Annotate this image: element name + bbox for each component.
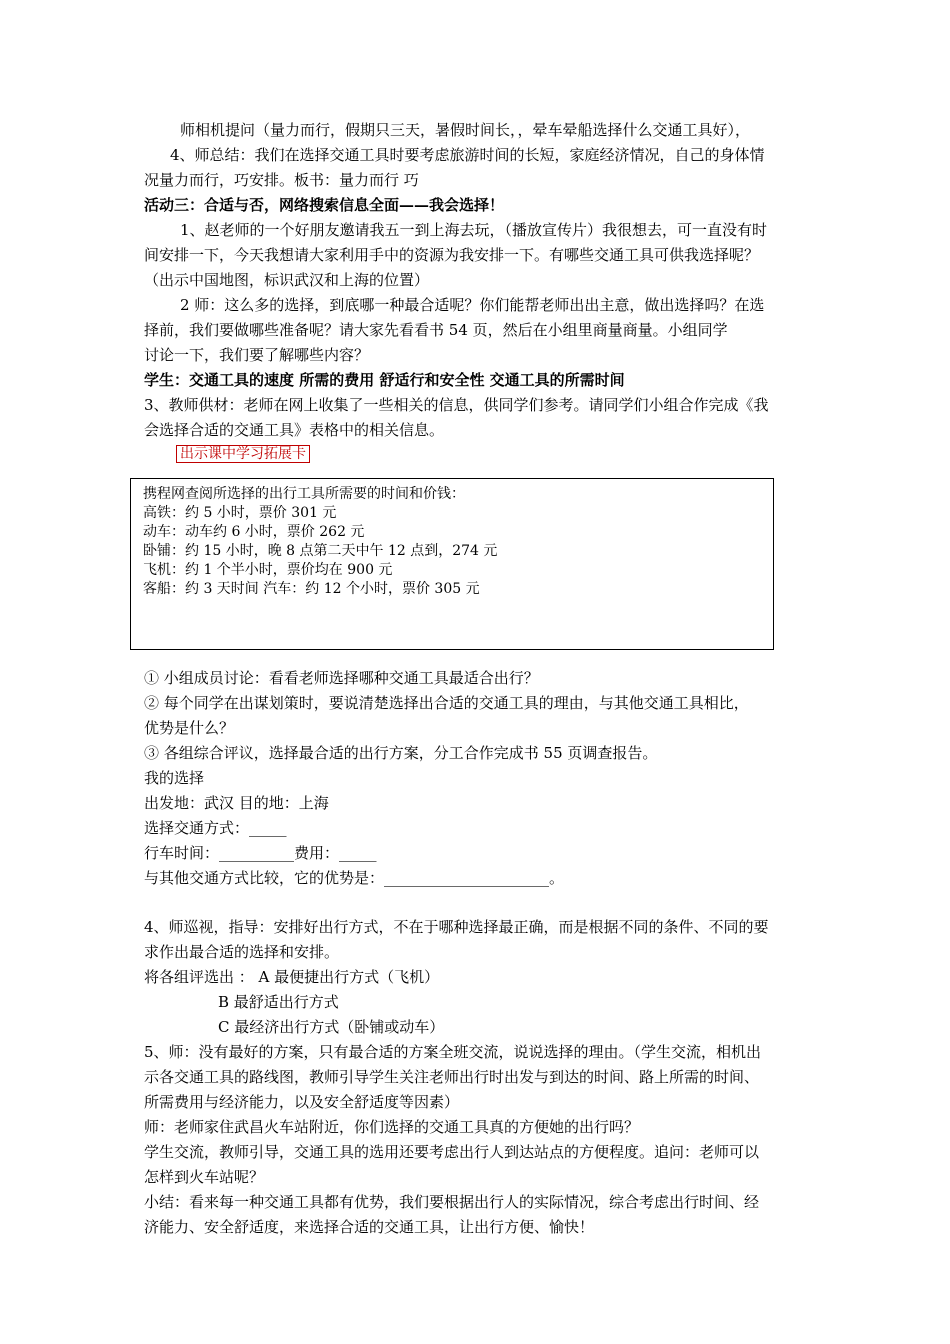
text-line: B 最舒适出行方式 bbox=[218, 993, 339, 1011]
text-line: 1、赵老师的一个好朋友邀请我五一到上海去玩，（播放宣传片）我很想去，可一直没有时 bbox=[180, 221, 768, 239]
text-line: 学生交流，教师引导，交通工具的选用还要考虑出行人到达站点的方便程度。追问：老师可以 bbox=[144, 1143, 760, 1161]
text-line: 所需费用与经济能力，以及安全舒适度等因素） bbox=[144, 1093, 460, 1111]
text-line: 3、教师供材：老师在网上收集了一些相关的信息，供同学们参考。请同学们小组合作完成《我 bbox=[144, 396, 769, 414]
text-line: （出示中国地图，标识武汉和上海的位置） bbox=[144, 271, 430, 289]
text-line: 讨论一下，我们要了解哪些内容？ bbox=[144, 346, 370, 364]
red-label-box: 出示课中学习拓展卡 bbox=[176, 445, 310, 463]
text-line: 小结：看来每一种交通工具都有优势，我们要根据出行人的实际情况，综合考虑出行时间、经 bbox=[144, 1193, 760, 1211]
text-line: 怎样到火车站呢？ bbox=[144, 1168, 265, 1186]
info-box-line: 卧铺：约 15 小时，晚 8 点第二天中午 12 点到，274 元 bbox=[143, 543, 498, 559]
info-box-heading: 携程网查阅所选择的出行工具所需要的时间和价钱： bbox=[143, 486, 465, 502]
text-line: 活动三：合适与否，网络搜索信息全面——我会选择！ bbox=[144, 196, 505, 214]
text-line: 师相机提问（量力而行，假期只三天，暑假时间长，，晕车晕船选择什么交通工具好）， bbox=[180, 121, 751, 139]
text-line: C 最经济出行方式（卧铺或动车） bbox=[218, 1018, 445, 1036]
text-line: 将各组评选出 ： A 最便捷出行方式（飞机） bbox=[144, 968, 440, 986]
text-line: ② 每个同学在出谋划策时，要说清楚选择出合适的交通工具的理由，与其他交通工具相比， bbox=[144, 694, 749, 712]
text-line: 况量力而行，巧安排。板书：量力而行 巧 bbox=[144, 171, 419, 189]
info-box-line: 高铁：约 5 小时，票价 301 元 bbox=[143, 505, 337, 521]
text-line: 选择交通方式：_____ bbox=[144, 819, 287, 837]
info-box-line: 飞机：约 1 个半小时，票价均在 900 元 bbox=[143, 562, 393, 578]
info-box-line: 动车：动车约 6 小时，票价 262 元 bbox=[143, 524, 365, 540]
text-line: 行车时间：__________费用：_____ bbox=[144, 844, 377, 862]
text-line: 4、师巡视，指导：安排好出行方式，不在于哪种选择最正确，而是根据不同的条件、不同的要 bbox=[144, 918, 769, 936]
text-line: 间安排一下，今天我想请大家利用手中的资源为我安排一下。有哪些交通工具可供我选择呢？ bbox=[144, 246, 760, 264]
ctrip-info-box bbox=[130, 478, 774, 650]
text-line: 济能力、安全舒适度，来选择合适的交通工具，让出行方便、愉快！ bbox=[144, 1218, 595, 1236]
info-box-line: 客船：约 3 天时间 汽车：约 12 个小时，票价 305 元 bbox=[143, 581, 480, 597]
text-line: 5、师：没有最好的方案，只有最合适的方案全班交流，说说选择的理由。（学生交流，相机出 bbox=[144, 1043, 762, 1061]
text-line: 与其他交通方式比较，它的优势是：______________________。 bbox=[144, 869, 565, 887]
text-line: 4、师总结：我们在选择交通工具时要考虑旅游时间的长短，家庭经济情况，自己的身体情 bbox=[170, 146, 765, 164]
text-line: 师：老师家住武昌火车站附近，你们选择的交通工具真的方便她的出行吗？ bbox=[144, 1118, 640, 1136]
text-line: 会选择合适的交通工具》表格中的相关信息。 bbox=[144, 421, 445, 439]
text-line: 学生：交通工具的速度 所需的费用 舒适行和安全性 交通工具的所需时间 bbox=[144, 371, 625, 389]
text-line: ① 小组成员讨论：看看老师选择哪种交通工具最适合出行？ bbox=[144, 669, 539, 687]
text-line: ③ 各组综合评议，选择最合适的出行方案，分工合作完成书 55 页调查报告。 bbox=[144, 744, 658, 762]
text-line: 择前，我们要做哪些准备呢？请大家先看看书 54 页，然后在小组里商量商量。小组同学 bbox=[144, 321, 728, 339]
text-line: 2 师：这么多的选择，到底哪一种最合适呢？你们能帮老师出出主意，做出选择吗？在选 bbox=[180, 296, 765, 314]
text-line: 示各交通工具的路线图，教师引导学生关注老师出行时出发与到达的时间、路上所需的时间、 bbox=[144, 1068, 760, 1086]
text-line: 优势是什么？ bbox=[144, 719, 235, 737]
text-line: 出发地：武汉 目的地：上海 bbox=[144, 794, 329, 812]
text-line: 求作出最合适的选择和安排。 bbox=[144, 943, 340, 961]
text-line: 我的选择 bbox=[144, 769, 205, 787]
